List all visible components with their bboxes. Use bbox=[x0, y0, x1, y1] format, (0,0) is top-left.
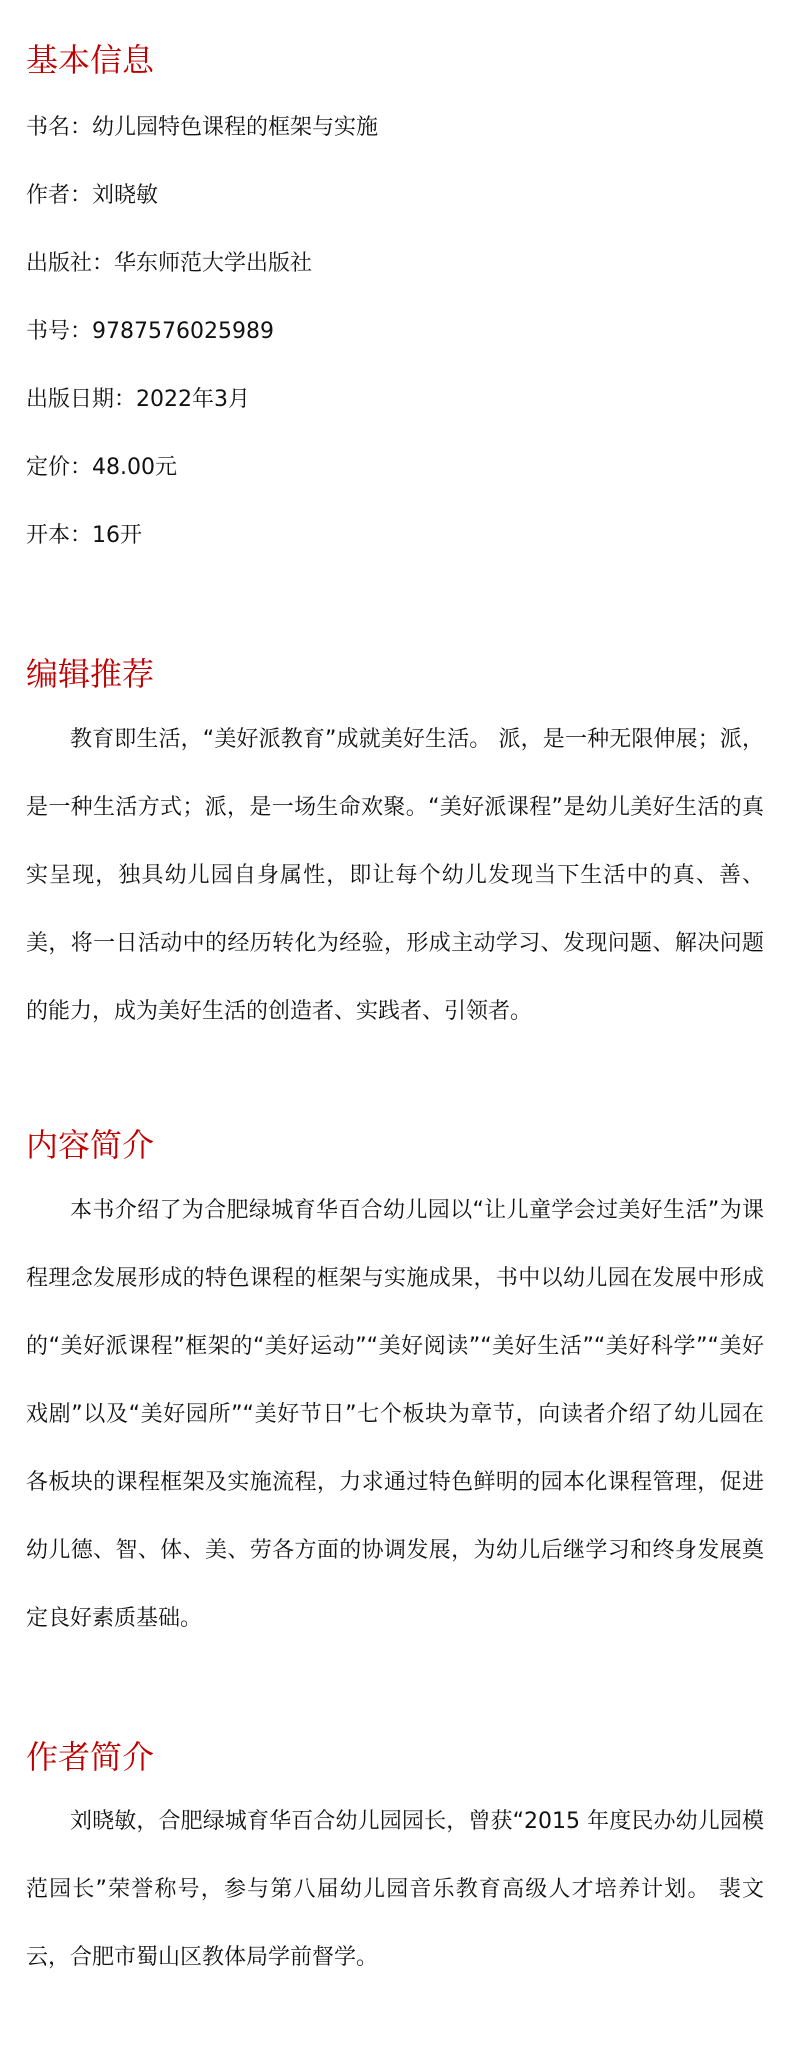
content-summary-text: 本书介绍了为合肥绿城育华百合幼儿园以“让儿童学会过美好生活”为课程理念发展形成的特色课程的框架与实施成果，书中以幼儿园在发展中形成的“美好派课程”框架的“美好运动”“美好阅读”“美好生活”“美好科学”“美好戏剧”以及“美好园所”“美好节日”七个板块为章节，向读者介绍了幼儿园在各板块的课程框架及实施流程，力求通过特色鲜明的园本化课程管理，促进幼儿德、智、体、美、劳各方面的协调发展，为幼儿后继学习和终身发展奠定良好素质基础。 bbox=[26, 1198, 764, 1631]
basic-info-title: 基本信息 bbox=[26, 41, 155, 79]
author-intro-text: 刘晓敏，合肥绿城育华百合幼儿园园长，曾获“2015 年度民办幼儿园模范园长”荣誉称号，参与第八届幼儿园音乐教育高级人才培养计划。 裴文云，合肥市蜀山区教体局学前督学。 bbox=[26, 1809, 764, 1970]
author-intro-title: 作者简介 bbox=[26, 1738, 155, 1776]
format-line: 开本：16开 bbox=[26, 523, 142, 548]
author-line: 作者：刘晓敏 bbox=[26, 183, 159, 208]
isbn-line: 书号：9787576025989 bbox=[26, 319, 274, 344]
editor-recommendation-title: 编辑推荐 bbox=[26, 655, 155, 693]
publisher-line: 出版社：华东师范大学出版社 bbox=[26, 251, 313, 276]
book-title-line: 书名：幼儿园特色课程的框架与实施 bbox=[26, 115, 379, 140]
publish-date-line: 出版日期：2022年3月 bbox=[26, 387, 250, 412]
editor-recommendation-text: 教育即生活，“美好派教育”成就美好生活。 派，是一种无限伸展；派，是一种生活方式；派，是一场生命欢聚。“美好派课程”是幼儿美好生活的真实呈现，独具幼儿园自身属性，即让每个幼儿发现当下生活中的真、善、美，将一日活动中的经历转化为经验，形成主动学习、发现问题、解决问题的能力，成为美好生活的创造者、实践者、引领者。 bbox=[26, 727, 764, 1024]
content-summary-title: 内容简介 bbox=[26, 1126, 155, 1164]
price-line: 定价：48.00元 bbox=[26, 455, 177, 480]
